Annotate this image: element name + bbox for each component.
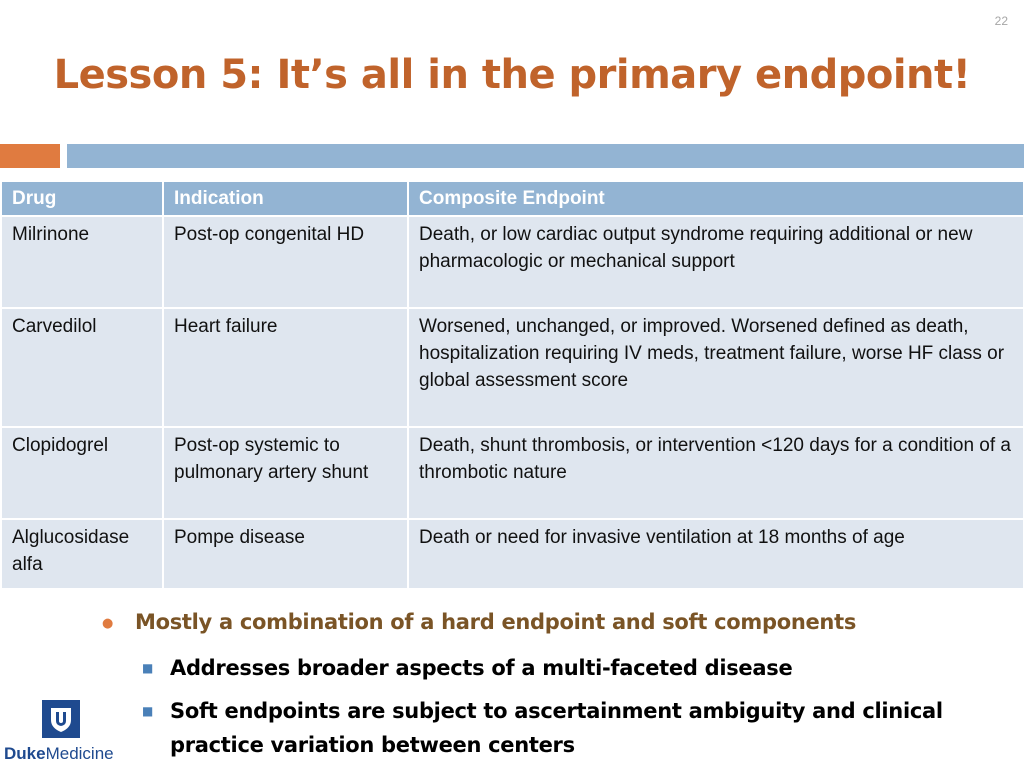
bullet-main-text: Mostly a combination of a hard endpoint and soft components: [135, 610, 857, 634]
header-indication: Indication: [163, 181, 408, 216]
sub-bullet-square-icon: ■: [142, 661, 154, 675]
drug-cell: Carvedilol: [1, 308, 163, 427]
sub-bullet-text: Soft endpoints are subject to ascertainment ambiguity and clinical practice variation between centers: [170, 699, 943, 757]
drug-cell: Clopidogrel: [1, 427, 163, 519]
header-composite-endpoint: Composite Endpoint: [408, 181, 1024, 216]
header-drug: Drug: [1, 181, 163, 216]
indication-cell: Post-op systemic to pulmonary artery shunt: [163, 427, 408, 519]
logo-text-regular: Medicine: [45, 744, 114, 763]
table-header-row: [1, 181, 1024, 216]
table-row: [1, 216, 1024, 308]
sub-bullet-text: Addresses broader aspects of a multi-faceted disease: [170, 656, 793, 680]
indication-cell: Heart failure: [163, 308, 408, 427]
endpoint-cell: Worsened, unchanged, or improved. Worsened defined as death, hospitalization requiring IV meds, treatment failure, worse HF class or global assessment score: [408, 308, 1024, 427]
bullet-dot-icon: ●: [102, 616, 114, 631]
drug-cell: Milrinone: [1, 216, 163, 308]
slide-number: 22: [994, 14, 1008, 28]
logo-text-bold: Duke: [4, 744, 46, 763]
duke-shield-icon: [42, 700, 80, 738]
endpoint-table: [0, 180, 1024, 590]
drug-cell: Alglucosidase alfa: [1, 519, 163, 589]
endpoint-cell: Death or need for invasive ventilation at 18 months of age: [408, 519, 1024, 589]
accent-bar-orange: [0, 144, 60, 168]
slide-title: Lesson 5: It’s all in the primary endpoint!: [53, 52, 971, 98]
indication-cell: Pompe disease: [163, 519, 408, 589]
accent-bar-blue: [67, 144, 1024, 168]
indication-cell: Post-op congenital HD: [163, 216, 408, 308]
duke-medicine-logo: [0, 700, 124, 768]
sub-bullet-square-icon: ■: [142, 704, 154, 718]
endpoint-cell: Death, or low cardiac output syndrome requiring additional or new pharmacologic or mechanical support: [408, 216, 1024, 308]
table-row: [1, 519, 1024, 589]
logo-wordmark: [4, 744, 114, 764]
table-row: [1, 427, 1024, 519]
endpoint-cell: Death, shunt thrombosis, or intervention <120 days for a condition of a thrombotic nature: [408, 427, 1024, 519]
table-row: [1, 308, 1024, 427]
